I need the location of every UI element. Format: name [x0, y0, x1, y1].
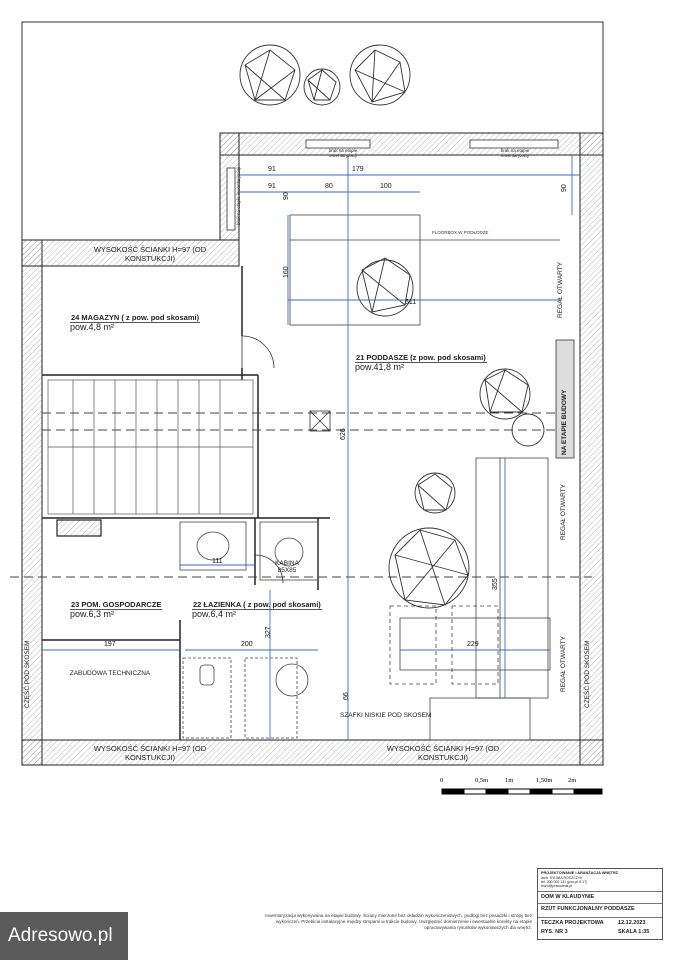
- dim-197: 197: [104, 641, 116, 648]
- room-lazienka-area: pow.6,4 m²: [192, 609, 237, 619]
- scale-05: 0,5m: [475, 777, 489, 784]
- room-magazyn-name: 24 MAGAZYN ( z pow. pod skosami): [71, 313, 200, 322]
- dim-355: 355: [492, 578, 499, 590]
- room-gospodarcze-name: 23 POM. GOSPODARCZE: [71, 600, 162, 609]
- wall-height-note-bottom-left: WYSOKOŚĆ ŚCIANKI H=97 (OD KONSTUKCJI): [93, 744, 207, 762]
- desk-outlines: [290, 215, 560, 325]
- scale-bar: [442, 789, 602, 794]
- dim-66: 66: [343, 692, 350, 700]
- floorbox-label: FLOORBOX W PODŁODZE: [432, 230, 489, 235]
- room-poddasze-name: 21 PODDASZE (z pow. pod skosami): [356, 353, 486, 362]
- zabudowa-techniczna: ZABUDOWA TECHNICZNA: [69, 670, 151, 677]
- room-magazyn-area: pow.4,8 m²: [70, 322, 115, 332]
- dim-90-left: 90: [283, 192, 290, 200]
- dim-179: 179: [352, 166, 364, 173]
- window-note-2: brak na etapie inwentaryzacji: [500, 148, 530, 158]
- room-lazienka-name: 22 ŁAZIENKA ( z pow. pod skosami): [193, 600, 321, 609]
- title-block: [537, 868, 663, 940]
- cabinet-outlines: [390, 458, 550, 740]
- dim-90-right: 90: [561, 184, 568, 192]
- tb-phone: tel. 000 000 131 (pon-pt 9-17): [541, 880, 588, 884]
- window-note-3: brak na etapie inwentaryzacji: [236, 166, 241, 225]
- dim-229: 229: [467, 641, 479, 648]
- scale-1: 1m: [505, 777, 514, 784]
- regal-otwarty-3: REGAŁ OTWARTY: [560, 636, 567, 692]
- scale-15: 1,50m: [536, 777, 553, 784]
- scale-0: 0: [440, 777, 444, 784]
- bathroom-fixtures: [180, 522, 318, 738]
- tb-firm: PROJEKTOWANIE I ARANŻACJA WNĘTRZ: [541, 871, 619, 875]
- dim-160: 160: [283, 266, 290, 278]
- tb-project: DOM W KLAUDYNIE: [541, 894, 595, 900]
- tb-drawing: RZUT FUNKCJONALNY PODDASZE: [541, 906, 635, 912]
- dim-91-top: 91: [268, 166, 276, 173]
- regal-otwarty-1: REGAŁ OTWARTY: [557, 262, 564, 318]
- tb-folder: TECZKA PROJEKTOWA: [541, 920, 604, 926]
- room-poddasze-area: pow.41,8 m²: [355, 362, 405, 372]
- czesc-pod-skosem-left: CZĘŚĆ POD SKOSEM: [24, 640, 31, 708]
- dim-200: 200: [241, 641, 253, 648]
- stairs: [48, 380, 253, 514]
- tb-date: 12.12.2023: [618, 920, 646, 926]
- partitions: [42, 266, 330, 740]
- skylight: [310, 411, 330, 431]
- scale-2: 2m: [568, 777, 577, 784]
- dim-91-second: 91: [268, 183, 276, 190]
- tb-author: arch. SYLWIA ROSZCZYK: [541, 876, 583, 880]
- tb-sheet: RYS. NR 3: [541, 929, 568, 935]
- na-etapie-budowy: NA ETAPIE BUDOWY: [561, 389, 568, 455]
- adresowo-watermark[interactable]: Adresowo.pl: [0, 912, 128, 960]
- szafki-niskie: SZAFKI NISKIE POD SKOSEM: [340, 712, 432, 719]
- dim-327: 327: [265, 626, 272, 638]
- chairs: [240, 45, 544, 608]
- czesc-pod-skosem-right: CZĘŚĆ POD SKOSEM: [584, 640, 591, 708]
- room-gospodarcze-area: pow.6,3 m²: [70, 609, 115, 619]
- kabina-label: KABINA 85X85: [275, 560, 299, 574]
- chimney-block: [57, 520, 101, 536]
- regal-otwarty-2: REGAŁ OTWARTY: [560, 484, 567, 540]
- terrace-outline: [22, 22, 603, 240]
- dim-511: 511: [405, 299, 417, 306]
- window-note-1: brak na etapie inwentaryzacji: [328, 148, 358, 158]
- dim-80: 80: [325, 183, 333, 190]
- door-swings: [242, 336, 283, 583]
- wall-height-note-top-left: WYSOKOŚĆ ŚCIANKI H=97 (OD KONSTUKCJI): [93, 245, 207, 263]
- dim-111: 111: [212, 558, 223, 565]
- dim-626: 626: [340, 428, 347, 440]
- tb-email: biuro@pracownia.pl: [541, 884, 572, 888]
- wall-height-note-bottom-right: WYSOKOŚĆ ŚCIANKI H=97 (OD KONSTUKCJI): [386, 744, 500, 762]
- tb-scale: SKALA 1:35: [618, 929, 650, 935]
- construction-notes: Inwentaryzacja wykonywana na etapie budowy. Ściany mierzone bez okładzin wykończeniowych, podłogi bez posadzki i stropy bez wykończeń. Przebicia instalacyjne między stropami w trakcie budowy. Uwzględnić domierzenie i ewentualne korekty na etapie opracowywania rysunków wykonawczych dla wnętrz.: [265, 913, 532, 930]
- dim-100: 100: [380, 183, 392, 190]
